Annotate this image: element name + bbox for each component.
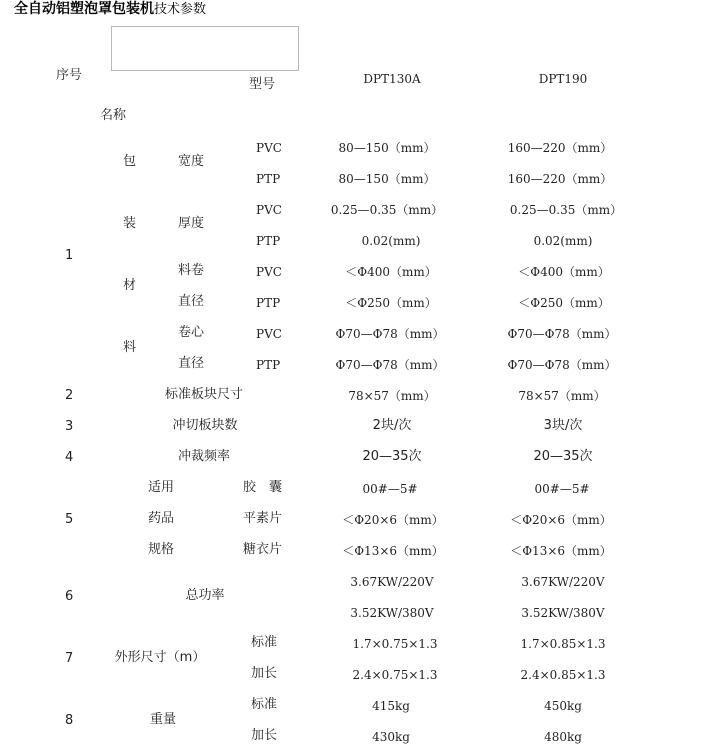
row1-value-b: ＜Φ250（mm） (518, 296, 610, 310)
row1-material-type: PTP (256, 234, 281, 248)
row1-material-type: PVC (256, 203, 282, 217)
row7-value-a: 1.7×0.75×1.3 (352, 637, 438, 651)
row5-type: 胶 囊 (243, 480, 283, 495)
page-title-bold: 全自动铝塑泡罩包装机 (14, 1, 154, 17)
row7-label: 外形尺寸（m） (114, 650, 206, 665)
row1-material-type: PVC (256, 265, 282, 279)
row2-value-b: 78×57（mm） (518, 389, 606, 403)
row1-material-type: PTP (256, 358, 281, 372)
page-title-rest: 技术参数 (154, 2, 207, 17)
row5-value-a: ＜Φ13×6（mm） (342, 544, 444, 558)
row4-label: 冲裁频率 (177, 449, 231, 464)
row1-material-type: PVC (256, 327, 282, 341)
row7-value-b: 2.4×0.85×1.3 (520, 668, 606, 682)
row1-width-label: 宽度 (178, 154, 205, 169)
row1-value-a: 80—150（mm） (338, 141, 436, 155)
row1-group-char: 料 (123, 340, 137, 355)
row3-label: 冲切板块数 (172, 418, 238, 433)
row6-value-a: 3.52KW/380V (350, 606, 434, 620)
header-col-a: DPT130A (363, 72, 421, 86)
row1-group-char: 装 (123, 216, 137, 231)
row5-type: 平素片 (243, 511, 283, 526)
row6-seq: 6 (65, 589, 74, 604)
row8-type: 加长 (251, 728, 278, 743)
row5-type: 糖衣片 (243, 542, 283, 557)
row7-value-a: 2.4×0.75×1.3 (352, 668, 438, 682)
row5-value-a: ＜Φ20×6（mm） (342, 513, 444, 527)
row1-thickness-label: 厚度 (178, 216, 205, 231)
row7-seq: 7 (65, 651, 74, 666)
row8-value-a: 430kg (372, 730, 410, 744)
row1-group-char: 包 (123, 154, 137, 169)
row1-roll-label: 料卷 (178, 263, 205, 278)
row6-label: 总功率 (185, 588, 225, 603)
row1-value-b: Φ70—Φ78（mm） (507, 327, 617, 341)
row5-value-b: ＜Φ13×6（mm） (510, 544, 612, 558)
header-col-b: DPT190 (538, 72, 588, 86)
row6-value-b: 3.67KW/220V (521, 575, 605, 589)
row8-value-a: 415kg (372, 699, 410, 713)
row5-group-label: 规格 (148, 542, 175, 557)
row5-value-b: 00#—5# (534, 482, 590, 496)
row1-value-b: 160—220（mm） (507, 141, 613, 155)
row4-value-b: 20—35次 (533, 449, 593, 464)
row8-type: 标准 (251, 697, 278, 712)
row5-group-label: 药品 (148, 511, 175, 526)
row8-value-b: 450kg (544, 699, 582, 713)
row4-value-a: 20—35次 (362, 449, 422, 464)
row2-label: 标准板块尺寸 (164, 387, 244, 402)
row1-group-char: 材 (123, 278, 137, 293)
row8-label: 重量 (149, 712, 177, 727)
row5-group-label: 适用 (148, 480, 175, 495)
row5-value-a: 00#—5# (362, 482, 418, 496)
row6-value-b: 3.52KW/380V (521, 606, 605, 620)
row8-value-b: 480kg (544, 730, 582, 744)
row1-value-b: Φ70—Φ78（mm） (507, 358, 617, 372)
row1-value-a: ＜Φ400（mm） (345, 265, 437, 279)
page-title (14, 1, 206, 18)
row1-value-b: 160—220（mm） (507, 172, 613, 186)
row1-value-a: Φ70—Φ78（mm） (335, 327, 445, 341)
row1-value-b: 0.02(mm) (533, 234, 593, 248)
row3-value-b: 3块/次 (543, 418, 583, 433)
row1-value-a: 0.25—0.35（mm） (330, 203, 444, 217)
row2-value-a: 78×57（mm） (348, 389, 436, 403)
row1-value-a: ＜Φ250（mm） (345, 296, 437, 310)
row6-value-a: 3.67KW/220V (350, 575, 434, 589)
row1-seq: 1 (65, 248, 74, 263)
row3-seq: 3 (65, 419, 74, 434)
row7-type: 标准 (251, 635, 278, 650)
row1-value-b: ＜Φ400（mm） (518, 265, 610, 279)
row4-seq: 4 (65, 450, 74, 465)
row5-value-b: ＜Φ20×6（mm） (510, 513, 612, 527)
header-seq: 序号 (56, 68, 83, 83)
row1-roll-label: 直径 (178, 294, 205, 309)
row7-type: 加长 (251, 666, 278, 681)
row1-value-a: Φ70—Φ78（mm） (335, 358, 445, 372)
row1-core-label: 卷心 (178, 325, 205, 340)
row3-value-a: 2块/次 (372, 418, 412, 433)
row1-value-a: 0.02(mm) (361, 234, 421, 248)
row1-material-type: PTP (256, 172, 281, 186)
row7-value-b: 1.7×0.85×1.3 (520, 637, 606, 651)
row5-seq: 5 (65, 512, 74, 527)
image-placeholder (111, 26, 299, 71)
row1-value-a: 80—150（mm） (338, 172, 436, 186)
row2-seq: 2 (65, 388, 74, 403)
row1-core-label: 直径 (178, 356, 205, 371)
header-name: 名称 (100, 108, 127, 123)
row1-material-type: PTP (256, 296, 281, 310)
row1-value-b: 0.25—0.35（mm） (509, 203, 623, 217)
row8-seq: 8 (65, 713, 74, 728)
header-model: 型号 (249, 77, 276, 92)
row1-material-type: PVC (256, 141, 282, 155)
